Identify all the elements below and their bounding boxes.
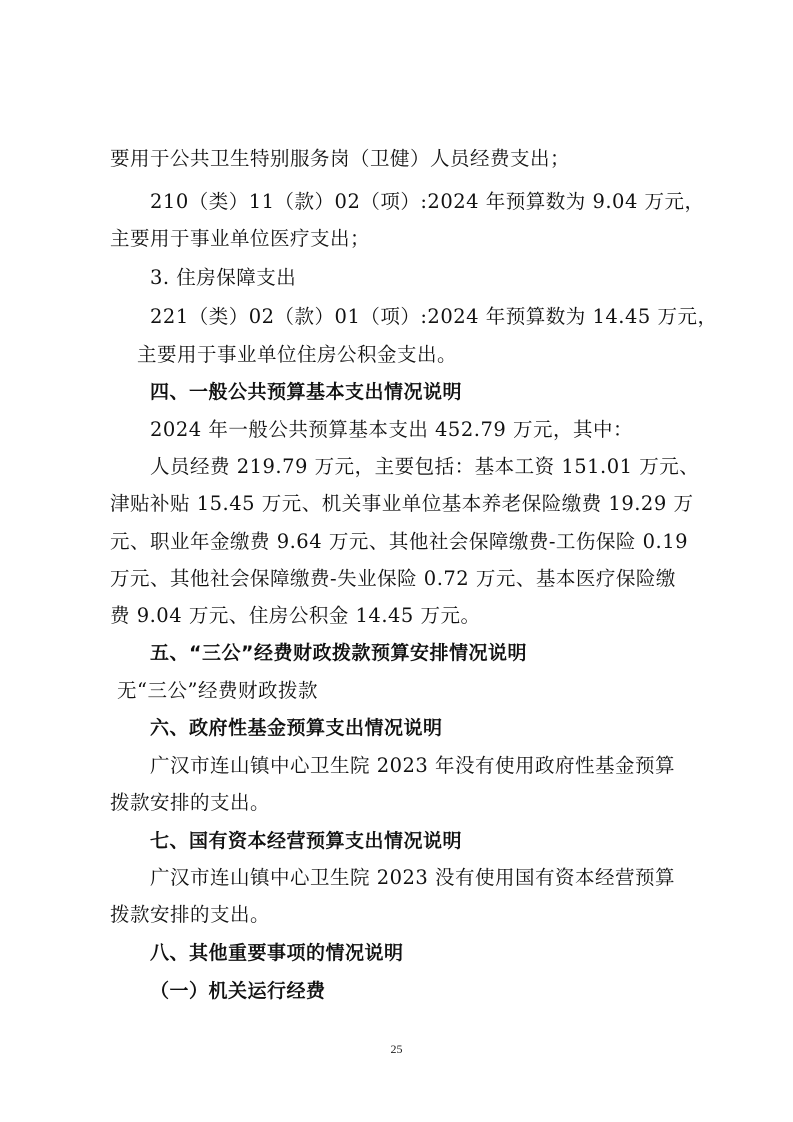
section-heading-4: 四、一般公共预算基本支出情况说明 <box>150 381 463 403</box>
text-line: 人员经费 219.79 万元，主要包括：基本工资 151.01 万元、 <box>150 455 700 478</box>
text-line: 拨款安排的支出。 <box>110 903 271 926</box>
text-line: 元、职业年金缴费 9.64 万元、其他社会保障缴费-工伤保险 0.19 <box>110 530 689 553</box>
text-line: 广汉市连山镇中心卫生院 2023 年没有使用政府性基金预算 <box>150 754 676 777</box>
text-line: 主要用于事业单位医疗支出； <box>110 227 371 250</box>
text-line: 3. 住房保障支出 <box>150 266 297 289</box>
page-number: 25 <box>390 1042 403 1056</box>
text-line: 主要用于事业单位住房公积金支出。 <box>137 343 458 366</box>
text-line: 2024 年一般公共预算基本支出 452.79 万元，其中： <box>150 418 633 441</box>
text-line: 无“三公”经费财政拨款 <box>117 679 318 702</box>
text-line: 拨款安排的支出。 <box>110 791 271 814</box>
text-line: 津贴补贴 15.45 万元、机关事业单位基本养老保险缴费 19.29 万 <box>110 492 694 515</box>
section-heading-5: 五、“三公”经费财政拨款预算安排情况说明 <box>150 642 527 664</box>
section-heading-6: 六、政府性基金预算支出情况说明 <box>150 717 443 739</box>
text-line: 要用于公共卫生特别服务岗（卫健）人员经费支出； <box>110 147 571 170</box>
section-heading-8: 八、其他重要事项的情况说明 <box>150 942 404 964</box>
section-heading-7: 七、国有资本经营预算支出情况说明 <box>150 830 463 852</box>
subsection-heading: （一）机关运行经费 <box>150 980 326 1002</box>
text-line: 万元、其他社会保障缴费-失业保险 0.72 万元、基本医疗保险缴 <box>110 567 676 590</box>
text-line: 221（类）02（款）01（项）:2024 年预算数为 14.45 万元， <box>150 305 718 328</box>
text-line: 费 9.04 万元、住房公积金 14.45 万元。 <box>110 604 481 627</box>
text-line: 210（类）11（款）02（项）:2024 年预算数为 9.04 万元， <box>150 190 705 213</box>
text-line: 广汉市连山镇中心卫生院 2023 没有使用国有资本经营预算 <box>150 866 676 889</box>
